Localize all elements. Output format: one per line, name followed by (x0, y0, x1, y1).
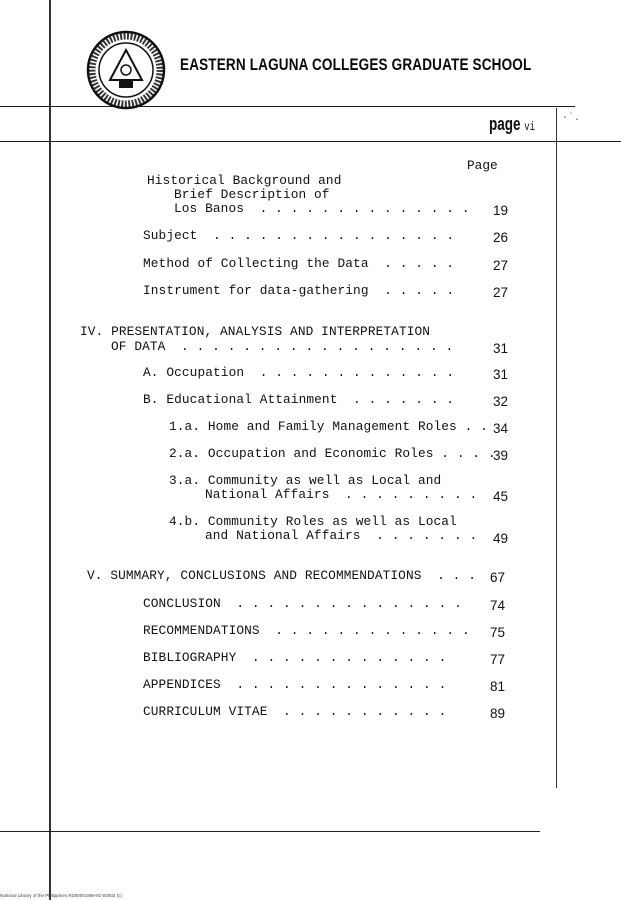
toc-entry: Los Banos . . . . . . . . . . . . . . (174, 201, 470, 216)
toc-entry: Historical Background and (147, 173, 342, 188)
toc-entry: V. SUMMARY, CONCLUSIONS AND RECOMMENDATIONS . . . (87, 568, 476, 583)
toc-entry: OF DATA . . . . . . . . . . . . . . . . . . (111, 339, 454, 354)
toc-page-number: 74 (490, 598, 506, 613)
toc-page-number: 67 (490, 570, 506, 585)
toc-page-number: 27 (493, 258, 509, 273)
toc-entry: Brief Description of (174, 187, 330, 202)
toc-entry: B. Educational Attainment . . . . . . . (143, 392, 455, 407)
toc-page-number: 45 (493, 489, 509, 504)
toc-entry: 3.a. Community as well as Local and (169, 473, 442, 488)
page-label: page vi (489, 114, 536, 134)
toc-entry: CURRICULUM VITAE . . . . . . . . . . . (143, 704, 447, 719)
toc-entry: IV. PRESENTATION, ANALYSIS AND INTERPRETATION (80, 324, 431, 339)
toc-page-number: 89 (490, 706, 506, 721)
toc-entry: A. Occupation . . . . . . . . . . . . . (143, 365, 455, 380)
toc-entry: Instrument for data-gathering . . . . . (143, 283, 455, 298)
margin-mark: ·˙. (562, 113, 581, 124)
toc-entry: and National Affairs . . . . . . . (205, 528, 478, 543)
toc-page-number: 75 (490, 625, 506, 640)
toc-entry: 2.a. Occupation and Economic Roles . . . . (169, 446, 496, 461)
toc-entry: Method of Collecting the Data . . . . . (143, 256, 455, 271)
toc-entry: 1.a. Home and Family Management Roles . . (169, 419, 488, 434)
toc-entry: 4.b. Community Roles as well as Local (169, 514, 457, 529)
toc-page-number: 31 (493, 341, 509, 356)
institution-title: EASTERN LAGUNA COLLEGES GRADUATE SCHOOL (180, 56, 532, 74)
toc-page-number: 32 (493, 394, 509, 409)
page-column-heading: Page (467, 158, 498, 173)
toc-page-number: 27 (493, 285, 509, 300)
toc-page-number: 19 (493, 203, 509, 218)
toc-entry: Subject . . . . . . . . . . . . . . . . (143, 228, 455, 243)
toc-entry: CONCLUSION . . . . . . . . . . . . . . . (143, 596, 462, 611)
toc-entry: BIBLIOGRAPHY . . . . . . . . . . . . . (143, 650, 447, 665)
toc-page-number: 31 (493, 367, 509, 382)
toc-page-number: 49 (493, 531, 509, 546)
toc-page-number: 81 (490, 679, 506, 694)
toc-page-number: 39 (493, 448, 509, 463)
toc-entry: RECOMMENDATIONS . . . . . . . . . . . . . (143, 623, 470, 638)
archive-footer-note: National Library of the Philippines RD00001999-01-00002 (c) (0, 893, 122, 898)
toc-page-number: 34 (493, 421, 509, 436)
toc-page-number: 26 (493, 230, 509, 245)
toc-entry: APPENDICES . . . . . . . . . . . . . . (143, 677, 447, 692)
toc-entry: National Affairs . . . . . . . . . (205, 487, 478, 502)
toc-page-number: 77 (490, 652, 506, 667)
